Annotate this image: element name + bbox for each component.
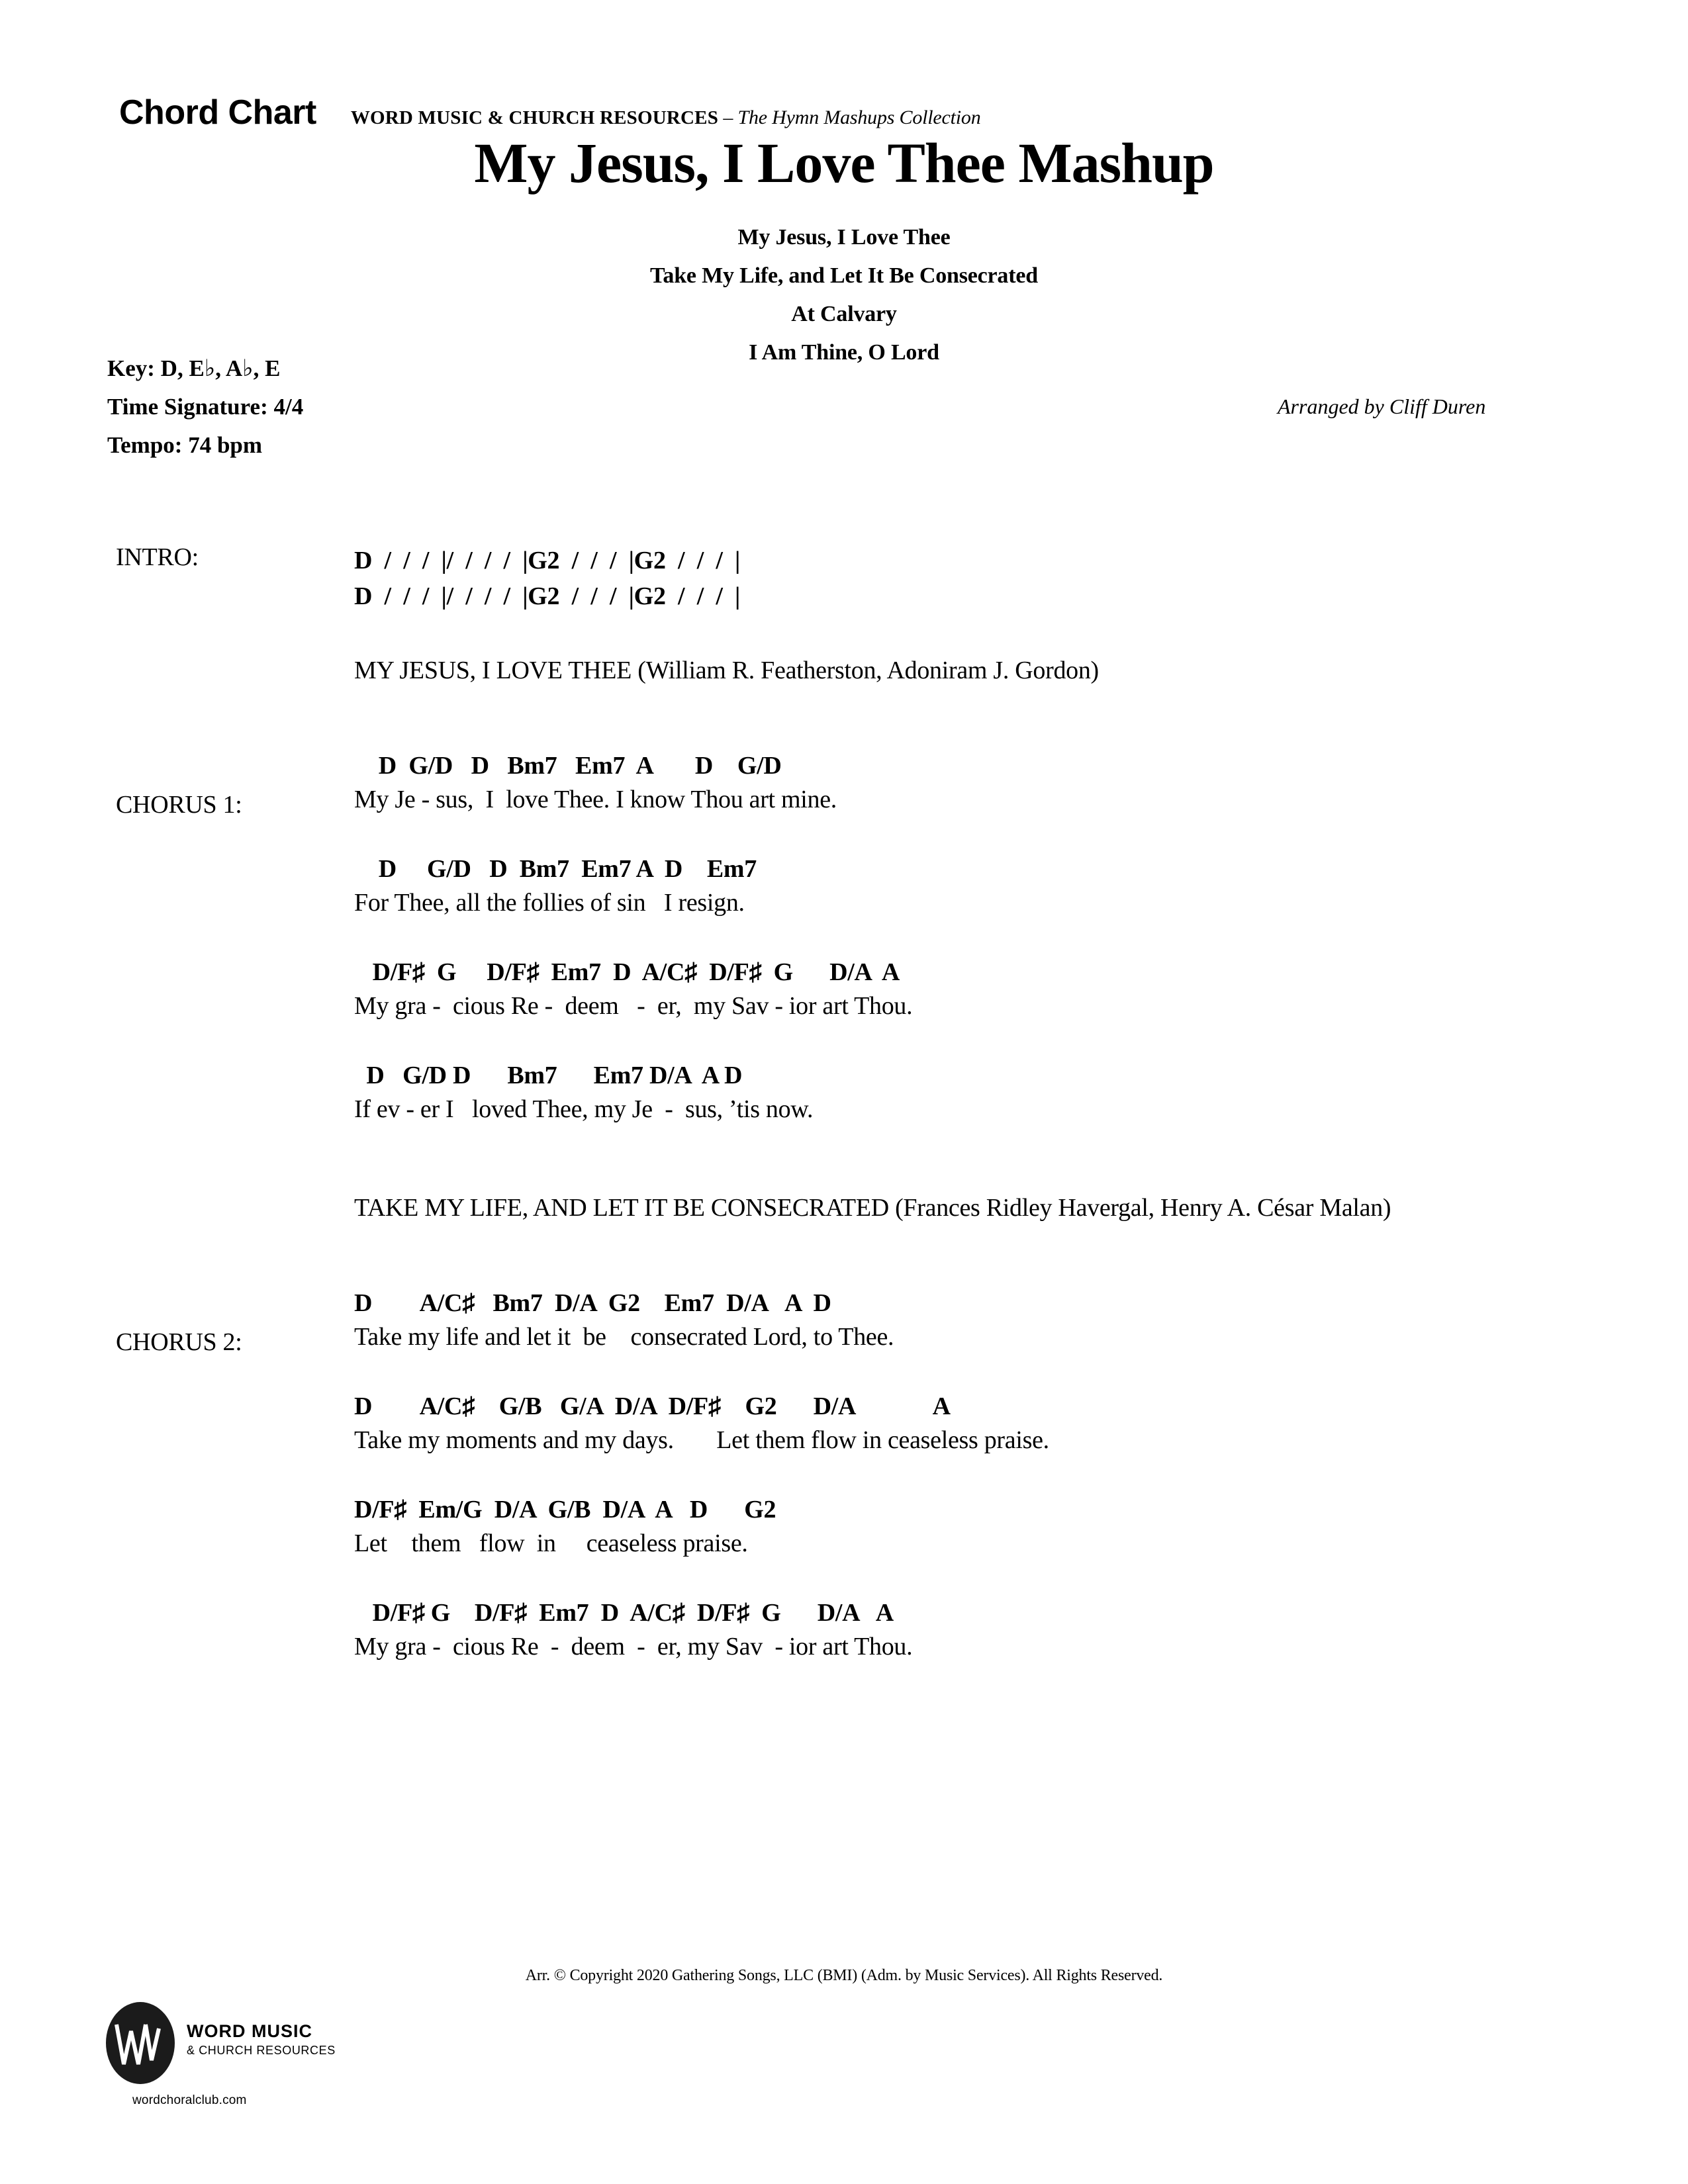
section-intro: [0, 543, 1688, 614]
hymn-heading: MY JESUS, I LOVE THEE (William R. Featherston, Adoniram J. Gordon): [354, 657, 1099, 684]
stanza: [354, 956, 1612, 1023]
hymn-heading-block-2: [0, 1190, 1688, 1226]
imprint-dash: –: [718, 107, 738, 128]
chord-line: D G/D D Bm7 Em7 D/A A D: [354, 1062, 743, 1089]
time-signature-line: Time Signature: 4/4: [107, 394, 304, 420]
page-title: My Jesus, I Love Thee Mashup: [474, 131, 1214, 195]
lyric-line: If ev - er I loved Thee, my Je - sus, ’tis now.: [354, 1095, 814, 1123]
logo-url: wordchoralclub.com: [132, 2093, 247, 2107]
arranger-credit: Arranged by Cliff Duren: [1278, 394, 1486, 418]
spacer: [0, 688, 1688, 727]
lyric-line: For Thee, all the follies of sin I resign.: [354, 889, 745, 917]
copyright-notice: Arr. © Copyright 2020 Gathering Songs, LLC (BMI) (Adm. by Music Services). All Rights Reserved.: [525, 1967, 1163, 1984]
chord-chart-label: Chord Chart: [119, 93, 316, 132]
hymn-heading-wrap-1: [354, 653, 1612, 688]
chord-line: D G/D D Bm7 Em7 A D G/D: [354, 752, 782, 780]
chart-body: [0, 543, 1688, 1664]
key-info-block: [107, 349, 303, 465]
page-footer: [0, 1966, 1688, 2184]
stanza: [354, 1390, 1612, 1457]
hymn-heading-block-1: [0, 653, 1688, 688]
lyric-line: Let them flow in ceaseless praise.: [354, 1529, 748, 1557]
tempo-line: Tempo: 74 bpm: [107, 432, 263, 458]
subtitle-line: I Am Thine, O Lord: [749, 340, 939, 365]
document-header: [119, 93, 1569, 132]
chord-line: D / / / |/ / / / |G2 / / / |G2 / / / |: [354, 582, 741, 610]
publisher-name: WORD MUSIC & CHURCH RESOURCES: [350, 107, 719, 128]
key-line: Key: D, E♭, A♭, E: [107, 355, 281, 381]
logo-text: [187, 2021, 336, 2059]
chord-line: D/F♯ G D/F♯ Em7 D A/C♯ D/F♯ G D/A A: [354, 958, 900, 986]
chord-line: D A/C♯ Bm7 D/A G2 Em7 D/A A D: [354, 1289, 831, 1317]
logo-word-music: WORD MUSIC: [187, 2021, 312, 2041]
stanza: [354, 1596, 1612, 1664]
intro-rows: [354, 543, 1612, 614]
section-chorus-1: [0, 749, 1688, 1126]
lyric-line: My gra - cious Re - deem - er, my Sav - ior art Thou.: [354, 992, 913, 1020]
chord-line: D/F♯ Em/G D/A G/B D/A A D G2: [354, 1496, 776, 1524]
word-music-logo-icon: [106, 2002, 175, 2084]
lyric-line: Take my life and let it be consecrated Lord, to Thee.: [354, 1323, 894, 1351]
lyric-line: Take my moments and my days. Let them flow in ceaseless praise.: [354, 1426, 1049, 1454]
subtitle-line: My Jesus, I Love Thee: [737, 225, 951, 250]
subtitle-line: At Calvary: [791, 302, 897, 326]
stanza: [354, 749, 1612, 817]
chord-line: D/F♯ G D/F♯ Em7 D A/C♯ D/F♯ G D/A A: [354, 1599, 894, 1627]
chorus-1-stanzas: [354, 749, 1612, 1126]
publisher-imprint: [351, 107, 981, 129]
stanza: [354, 1287, 1612, 1354]
spacer: [0, 1126, 1688, 1190]
stanza: [354, 852, 1612, 920]
subtitle-line: Take My Life, and Let It Be Consecrated: [650, 263, 1038, 288]
chord-line: D A/C♯ G/B G/A D/A D/F♯ G2 D/A A: [354, 1392, 951, 1420]
lyric-line: My Je - sus, I love Thee. I know Thou art mine.: [354, 786, 837, 813]
hymn-heading-wrap-2: [354, 1190, 1612, 1226]
section-label-chorus-2: CHORUS 2:: [116, 1328, 242, 1356]
chorus-2-stanzas: [354, 1287, 1612, 1664]
section-label-chorus-1: CHORUS 1:: [116, 791, 242, 819]
lyric-line: My gra - cious Re - deem - er, my Sav - ior art Thou.: [354, 1633, 913, 1661]
spacer: [0, 1226, 1688, 1264]
section-label-intro: INTRO:: [116, 543, 199, 571]
hymn-heading: TAKE MY LIFE, AND LET IT BE CONSECRATED (Frances Ridley Havergal, Henry A. César Malan): [354, 1194, 1391, 1222]
chord-line: D G/D D Bm7 Em7 A D Em7: [354, 855, 757, 883]
spacer: [0, 614, 1688, 653]
stanza: [354, 1059, 1612, 1126]
logo-church-resources: & CHURCH RESOURCES: [187, 2044, 336, 2057]
section-chorus-2: [0, 1287, 1688, 1664]
collection-name: The Hymn Mashups Collection: [737, 107, 981, 128]
chord-line: D / / / |/ / / / |G2 / / / |G2 / / / |: [354, 547, 741, 574]
stanza: [354, 1493, 1612, 1561]
